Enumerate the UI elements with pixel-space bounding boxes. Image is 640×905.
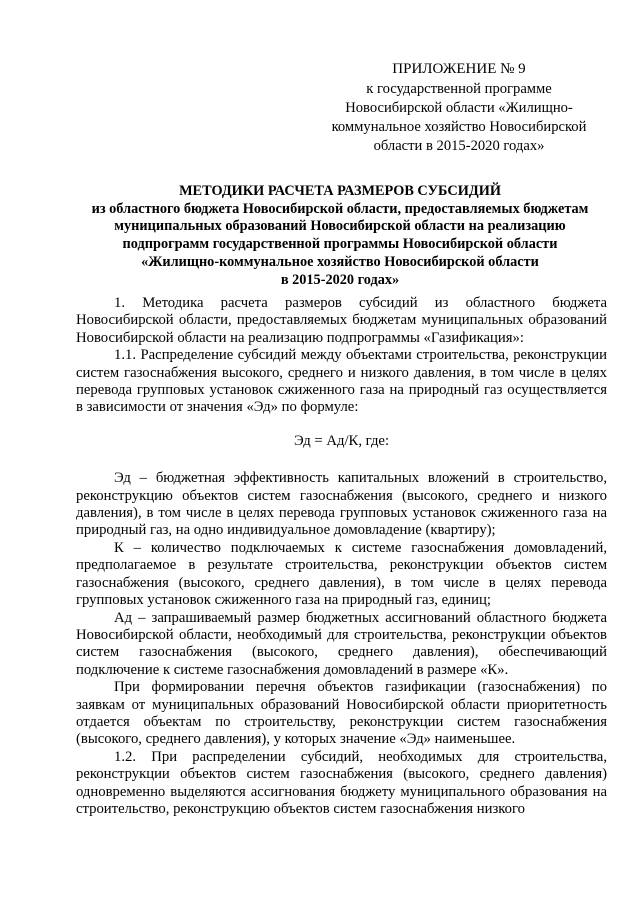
document-body bbox=[76, 295, 607, 818]
paragraph-ed-definition: Эд – бюджетная эффективность капитальных вложений в строительство, реконструкцию объектов систем газоснабжения (высокого, среднего и низкого давления), в том числе в целях перевода групповых установок сжиженного газа на природный газ, на одно индивидуальное домовладение (квартиру); bbox=[76, 470, 607, 539]
heading-line-1: МЕТОДИКИ РАСЧЕТА РАЗМЕРОВ СУБСИДИЙ bbox=[179, 183, 501, 199]
appendix-line-4: области в 2015-2020 годах» bbox=[373, 138, 545, 154]
paragraph-ad-definition: Ад – запрашиваемый размер бюджетных ассигнований областного бюджета Новосибирской области, необходимый для строительства, реконструкции объектов систем газоснабжения (высокого, среднего давления), обеспечивающий подключение к системе газоснабжения домовладений в размере «К». bbox=[76, 609, 607, 678]
paragraph-1-1: 1.1. Распределение субсидий между объектами строительства, реконструкции систем газоснабжения высокого, среднего и низкого давления, в том числе в целях перевода групповых установок сжиженного газа на природный газ осуществляется в зависимости от значения «Эд» по формуле: bbox=[76, 347, 607, 416]
formula: Эд = Ад/К, где: bbox=[293, 432, 390, 449]
appendix-line-2: Новосибирской области «Жилищно- bbox=[345, 100, 573, 116]
document-heading bbox=[70, 183, 610, 289]
paragraph-1-2: 1.2. При распределении субсидий, необходимых для строительства, реконструкции объектов систем газоснабжения (высокого, среднего давления) одновременно выделяются ассигнования бюджету муниципального образования на строительство, реконструкцию объектов систем газоснабжения низкого bbox=[76, 748, 607, 817]
paragraph-priority: При формировании перечня объектов газификации (газоснабжения) по заявкам от муниципальных образований Новосибирской области приоритетность отдается объектам по строительству, реконструкции систем газоснабжения (высокого, среднего давления), у которых значение «Эд» наименьшее. bbox=[76, 679, 607, 748]
appendix-line-3: коммунальное хозяйство Новосибирской bbox=[331, 119, 587, 135]
heading-line-5: «Жилищно-коммунальное хозяйство Новосибирской области bbox=[141, 253, 539, 270]
heading-line-3: муниципальных образований Новосибирской области на реализацию bbox=[114, 218, 566, 235]
appendix-title: ПРИЛОЖЕНИЕ № 9 bbox=[392, 61, 526, 77]
heading-line-2: из областного бюджета Новосибирской области, предоставляемых бюджетам bbox=[91, 200, 589, 217]
appendix-line-1: к государственной программе bbox=[366, 81, 552, 97]
heading-line-6: в 2015-2020 годах» bbox=[280, 271, 400, 288]
heading-line-4: подпрограмм государственной программы Новосибирской области bbox=[122, 236, 558, 253]
paragraph-k-definition: К – количество подключаемых к системе газоснабжения домовладений, предполагаемое в результате строительства, реконструкции объектов систем газоснабжения (высокого, среднего давления), в том числе в целях перевода групповых установок сжиженного газа на природный газ, единиц; bbox=[76, 539, 607, 609]
appendix-block bbox=[318, 60, 600, 156]
paragraph-1: 1. Методика расчета размеров субсидий из областного бюджета Новосибирской области, предоставляемых бюджетам муниципальных образований Новосибирской области на реализацию подпрограммы «Газификация»: bbox=[76, 295, 607, 346]
